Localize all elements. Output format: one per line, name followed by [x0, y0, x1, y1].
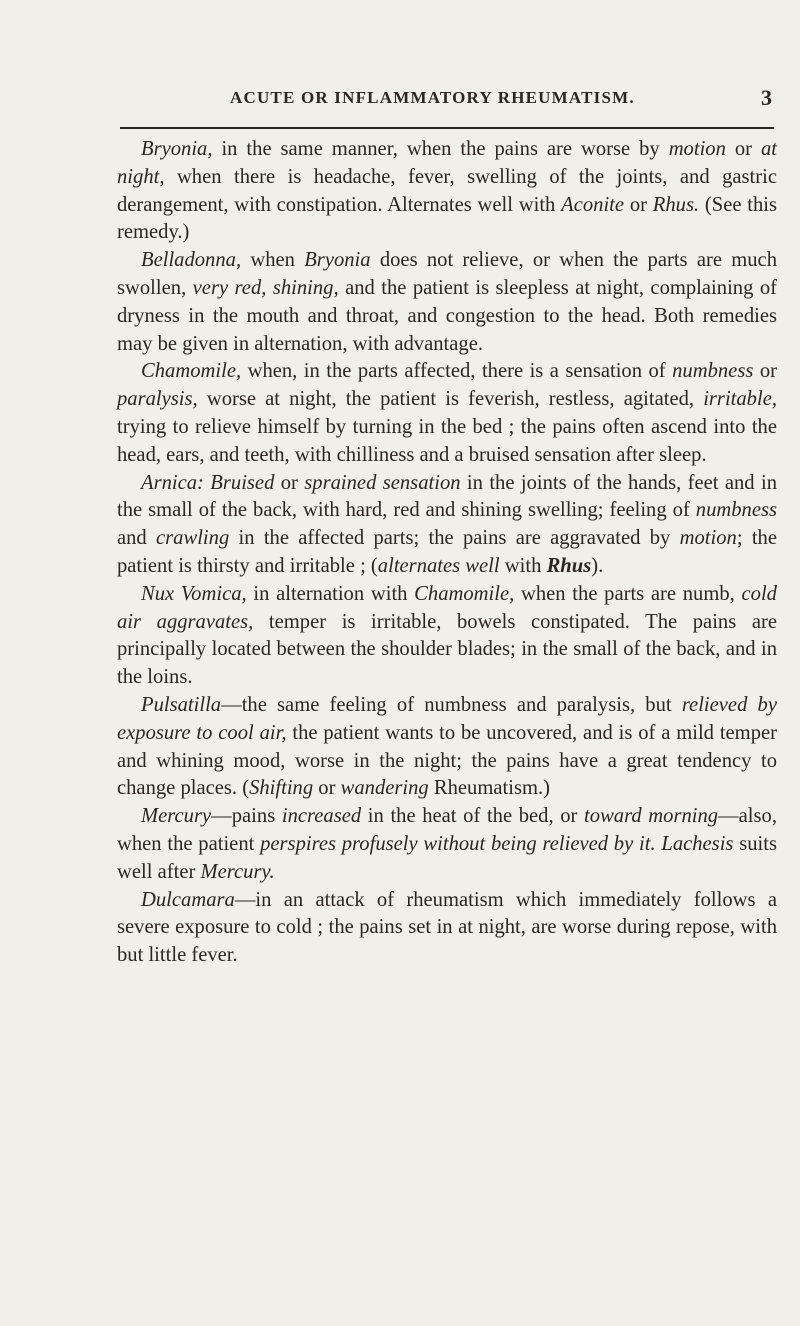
emphasis-text: toward morning	[584, 805, 719, 828]
emphasis-text: Lachesis	[661, 832, 734, 855]
body-text	[117, 136, 777, 970]
body-segment: (See this remedy.)	[117, 193, 778, 244]
emphasis-text: Shifting	[249, 777, 314, 800]
body-segment: or	[274, 471, 305, 494]
emphasis-text: cold air aggravates,	[117, 582, 777, 633]
body-segment: or	[624, 193, 653, 216]
body-segment: —pains	[211, 805, 282, 828]
body-segment: with	[499, 554, 547, 577]
body-segment: when there is headache, fever, swelling of the joints, and gastric derangement, with constipation. Alternates well with	[117, 165, 777, 216]
body-segment: when, in the parts affected, there is a sensation of	[241, 360, 673, 383]
body-segment: the patient wants to be uncovered, and is of a mild temper and whining mood, worse in the night; the pains have a great tendency to change places. (	[117, 721, 777, 800]
paragraph-nux-vomica	[117, 581, 777, 692]
remedy-name: Belladonna,	[141, 249, 242, 272]
remedy-name: Dulcamara	[141, 888, 235, 911]
body-segment: or	[313, 777, 341, 800]
paragraph-arnica	[117, 470, 777, 581]
page-number: 3	[761, 85, 772, 110]
body-segment: when the parts are numb,	[514, 582, 742, 605]
body-segment: in the affected parts; the pains are aggravated by	[229, 527, 680, 550]
remedy-name: Bryonia,	[141, 138, 213, 160]
page-header	[120, 85, 774, 116]
body-segment: does not relieve, or when the parts are much swollen,	[117, 249, 777, 299]
body-segment: when	[241, 249, 305, 272]
emphasis-text: Rhus.	[652, 193, 700, 216]
emphasis-text: Rhus	[546, 554, 592, 577]
body-segment: Rheumatism.)	[428, 777, 550, 800]
emphasis-text: irritable,	[703, 388, 777, 411]
body-segment: ; the patient is thirsty and irritable ; (	[117, 527, 777, 577]
body-segment: or	[725, 138, 761, 160]
body-segment: —in an attack of rheumatism which immediately follows a severe exposure to cold ; the pains set in at night, are worse during repose, with but little fever.	[117, 888, 777, 967]
emphasis-text: sprained sensation	[304, 471, 461, 494]
emphasis-text: motion	[668, 138, 726, 160]
emphasis-text: Bryonia	[304, 249, 371, 272]
body-segment: and the patient is sleepless at night, complaining of dryness in the mouth and throat, and congestion to the head. Both remedies may be given in alternation, with advantage.	[117, 276, 777, 355]
emphasis-text: Chamomile,	[414, 582, 515, 605]
body-segment: ).	[591, 554, 604, 577]
emphasis-text: Bruised	[210, 471, 275, 494]
body-segment: worse at night, the patient is feverish, restless, agitated,	[197, 388, 704, 411]
emphasis-text: perspires profusely without being relieved by it.	[260, 832, 656, 855]
emphasis-text: motion	[679, 527, 737, 550]
body-segment: trying to relieve himself by turning in the bed ; the pains often ascend into the head, ears, and teeth, with chilliness and a bruised sensation after sleep.	[117, 415, 777, 466]
remedy-name: Nux Vomica,	[141, 582, 247, 605]
emphasis-text: Mercury.	[200, 860, 275, 883]
body-segment: and	[117, 527, 157, 550]
remedy-name: Chamomile,	[141, 360, 242, 383]
body-segment: —also, when the patient	[117, 805, 777, 855]
body-segment: in the same manner, when the pains are worse by	[212, 138, 669, 160]
header-rule	[120, 127, 774, 129]
body-segment: in the heat of the bed, or	[361, 805, 585, 828]
emphasis-text: paralysis,	[117, 388, 198, 411]
emphasis-text: numbness	[672, 360, 754, 383]
emphasis-text: alternates well	[377, 554, 500, 577]
emphasis-text: relieved by exposure to cool air,	[117, 693, 777, 744]
paragraph-mercury	[117, 803, 777, 886]
paragraph-dulcamara	[117, 887, 777, 970]
paragraph-chamomile	[117, 358, 777, 469]
remedy-name: Arnica:	[141, 471, 204, 494]
emphasis-text: wandering	[340, 777, 429, 800]
emphasis-text: increased	[281, 805, 362, 828]
body-segment: temper is irritable, bowels constipated. The pains are principally located between the shoulder blades; in the small of the back, and in the loins.	[117, 610, 777, 689]
emphasis-text: crawling	[156, 527, 230, 550]
paragraph-belladonna	[117, 247, 777, 358]
body-segment: suits well after	[117, 832, 777, 883]
running-title: ACUTE OR INFLAMMATORY RHEUMATISM.	[230, 88, 635, 107]
remedy-name: Pulsatilla	[141, 693, 222, 716]
emphasis-text: very red, shining,	[192, 276, 339, 299]
body-segment: in the joints of the hands, feet and in the small of the back, with hard, red and shining swelling; feeling of	[117, 471, 777, 522]
emphasis-text: Aconite	[561, 193, 625, 216]
body-segment: —the same feeling of numbness and paralysis, but	[221, 693, 682, 716]
emphasis-text: numbness	[695, 499, 777, 522]
emphasis-text: at night,	[117, 138, 777, 188]
body-segment: in alternation with	[246, 582, 415, 605]
paragraph-pulsatilla	[117, 692, 777, 803]
body-segment: or	[753, 360, 777, 383]
remedy-name: Mercury	[141, 805, 212, 828]
paragraph-bryonia	[117, 136, 777, 247]
